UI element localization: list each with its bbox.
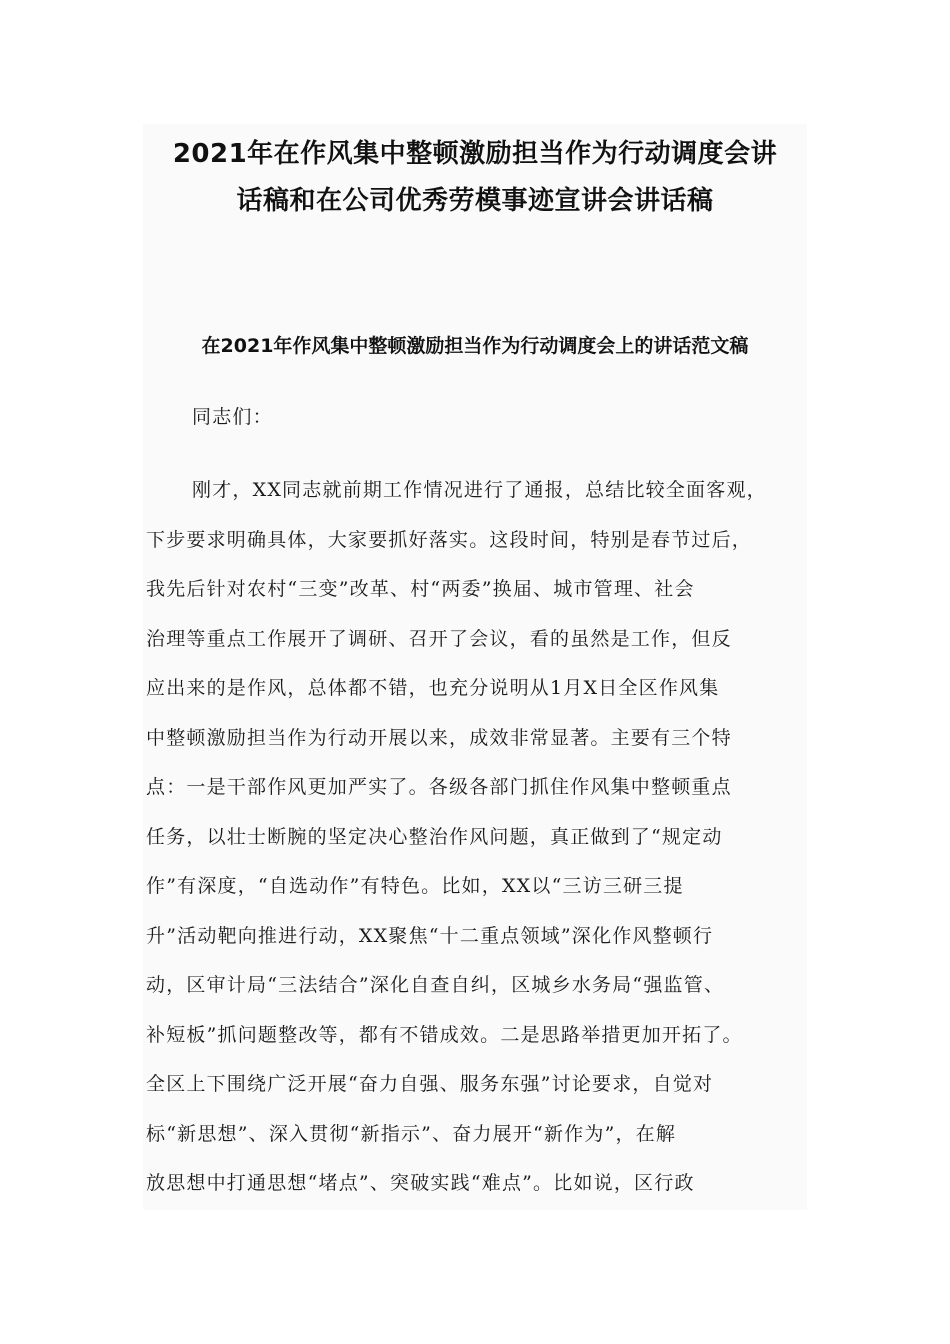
body-line: 补短板”抓问题整改等，都有不错成效。二是思路举措更加开拓了。: [146, 1024, 743, 1046]
document-title-line-1: 2021年在作风集中整顿激励担当作为行动调度会讲: [172, 139, 778, 169]
body-line: 下步要求明确具体，大家要抓好落实。这段时间，特别是春节过后，: [146, 529, 753, 551]
body-line: 点：一是干部作风更加严实了。各级各部门抓住作风集中整顿重点: [146, 776, 732, 798]
body-line: 动，区审计局“三法结合”深化自查自纠，区城乡水务局“强监管、: [146, 974, 725, 996]
body-line: 我先后针对农村“三变”改革、村“两委”换届、城市管理、社会: [146, 578, 695, 600]
body-line: 刚才，XX同志就前期工作情况进行了通报，总结比较全面客观，: [192, 479, 767, 501]
body-line: 任务，以壮士断腕的坚定决心整治作风问题，真正做到了“规定动: [146, 826, 723, 848]
salutation: 同志们：: [192, 406, 273, 428]
speech-subtitle: 在2021年作风集中整顿激励担当作为行动调度会上的讲话范文稿: [201, 335, 749, 357]
body-line: 治理等重点工作展开了调研、召开了会议，看的虽然是工作，但反: [146, 628, 732, 650]
body-line: 标“新思想”、深入贯彻“新指示”、奋力展开“新作为”，在解: [146, 1123, 677, 1145]
document-title-line-2: 话稿和在公司优秀劳模事迹宣讲会讲话稿: [236, 186, 714, 216]
body-line: 作”有深度，“自选动作”有特色。比如，XX以“三访三研三提: [146, 875, 684, 897]
body-line: 全区上下围绕广泛开展“奋力自强、服务东强”讨论要求，自觉对: [146, 1073, 714, 1095]
body-line: 应出来的是作风，总体都不错，也充分说明从1月X日全区作风集: [146, 677, 720, 699]
body-line: 中整顿激励担当作为行动开展以来，成效非常显著。主要有三个特: [146, 727, 732, 749]
body-line: 升”活动靶向推进行动，XX聚焦“十二重点领域”深化作风整顿行: [146, 925, 714, 947]
body-line: 放思想中打通思想“堵点”、突破实践“难点”。比如说，区行政: [146, 1172, 695, 1194]
